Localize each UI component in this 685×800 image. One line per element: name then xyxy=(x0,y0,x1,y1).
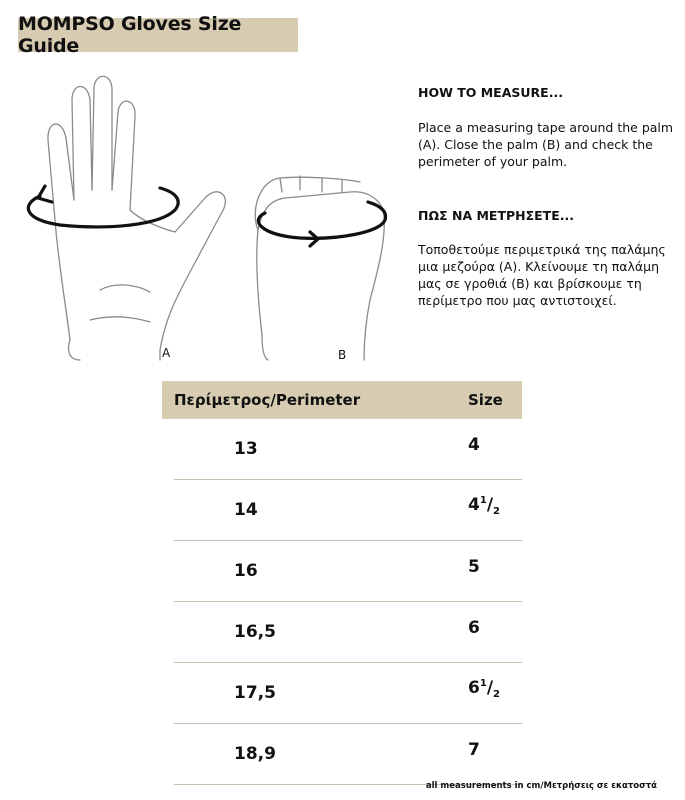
size-table xyxy=(162,381,522,785)
perimeter-cell: 17,5 xyxy=(234,683,276,703)
page-title: MOMPSO Gloves Size Guide xyxy=(18,13,242,57)
table-header xyxy=(162,381,522,419)
footer-note: all measurements in cm/Μετρήσεις σε εκατοστά xyxy=(425,781,657,791)
instructions-en-heading: HOW TO MEASURE... xyxy=(418,85,563,100)
instructions-en xyxy=(418,84,680,170)
label-b: B xyxy=(338,348,347,362)
table-row xyxy=(174,541,522,602)
header-perimeter: Περίμετρος/Perimeter xyxy=(174,391,361,409)
size-cell: 6 xyxy=(468,618,480,638)
table-row xyxy=(174,724,522,785)
size-cell: $6^1/_2$ xyxy=(468,678,500,700)
perimeter-cell: 18,9 xyxy=(234,744,276,764)
table-row xyxy=(174,419,522,480)
size-cell: 5 xyxy=(468,557,480,577)
header-size: Size xyxy=(468,391,503,409)
instructions-en-body: Place a measuring tape around the palm (A). Close the palm (B) and check the perimeter of your palm. xyxy=(418,120,674,169)
instructions-gr xyxy=(418,207,680,309)
size-cell: 4 xyxy=(468,435,480,455)
instructions-gr-body: Τοποθετούμε περιμετρικά της παλάμης μια μεζούρα (Α). Κλείνουμε τη παλάμη μας σε γροθιά (Β) και βρίσκουμε τη περίμετρο που μας αντιστοιχεί. xyxy=(418,242,666,308)
instructions-gr-heading: ΠΩΣ ΝΑ ΜΕΤΡΗΣΕΤΕ... xyxy=(418,208,574,223)
perimeter-cell: 13 xyxy=(234,439,258,459)
hand-illustration xyxy=(0,60,400,380)
perimeter-cell: 16,5 xyxy=(234,622,276,642)
perimeter-cell: 16 xyxy=(234,561,258,581)
table-row xyxy=(174,480,522,541)
table-row xyxy=(174,663,522,724)
size-cell: 7 xyxy=(468,740,480,760)
size-fraction: $^1/_2$ xyxy=(479,495,500,517)
label-a: A xyxy=(162,346,171,360)
title-banner xyxy=(18,13,298,57)
size-fraction: $^1/_2$ xyxy=(479,678,500,700)
table-row xyxy=(174,602,522,663)
size-cell: $4^1/_2$ xyxy=(468,495,500,517)
perimeter-cell: 14 xyxy=(234,500,258,520)
